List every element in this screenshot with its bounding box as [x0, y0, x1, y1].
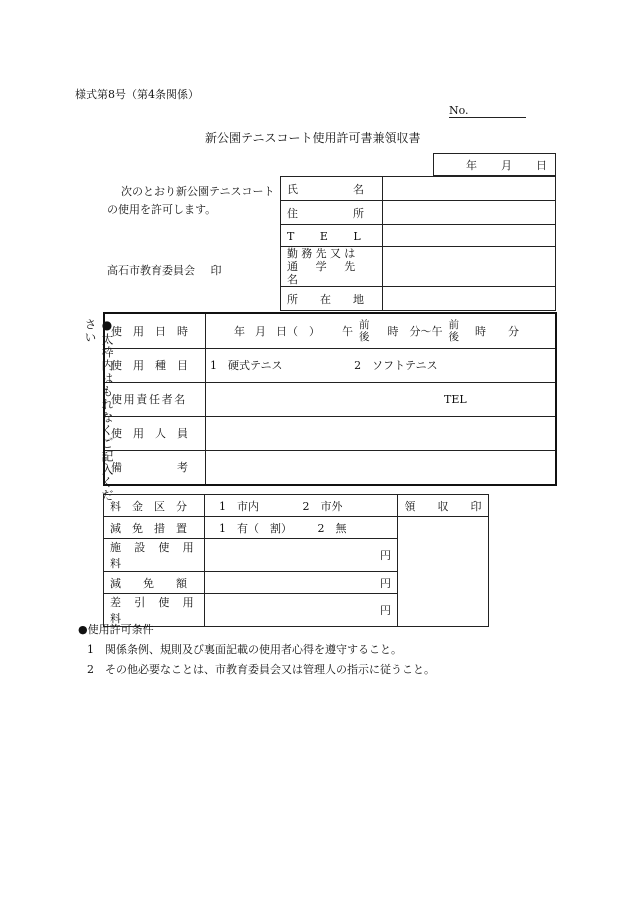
- date-field[interactable]: [434, 154, 556, 176]
- fee-table: [103, 494, 489, 627]
- number-field[interactable]: [449, 104, 526, 118]
- address-field[interactable]: [383, 201, 556, 225]
- responsible-field[interactable]: [206, 382, 557, 416]
- usage-time-to: 時 分: [475, 324, 519, 338]
- ampm-choice-2[interactable]: [449, 319, 460, 343]
- table-row: [104, 382, 556, 416]
- receipt-seal-area[interactable]: [398, 517, 489, 627]
- yen-unit: 円: [380, 604, 391, 617]
- fee-class-field[interactable]: [205, 495, 398, 517]
- facility-fee-label: 施 設 使 用 料: [104, 539, 205, 572]
- net-fee-field[interactable]: [205, 594, 398, 627]
- remarks-label: 備 考: [104, 450, 206, 485]
- yen-unit: 円: [380, 576, 391, 590]
- table-row: [281, 177, 556, 201]
- table-row: [281, 287, 556, 311]
- zen-label-2: 前: [448, 318, 459, 331]
- workplace-field[interactable]: [383, 247, 556, 287]
- in-city-option[interactable]: 1 市内: [219, 499, 259, 513]
- persons-label: 使 用 人 員: [104, 416, 206, 450]
- table-row: [281, 247, 556, 287]
- out-city-option[interactable]: 2 市外: [302, 499, 343, 513]
- reduction-field[interactable]: [205, 572, 398, 594]
- ampm-choice-1[interactable]: [359, 319, 370, 343]
- persons-field[interactable]: [206, 416, 557, 450]
- workplace-label: [281, 247, 383, 287]
- reduction-label: 減 免 額: [104, 572, 205, 594]
- issuer-line: [107, 262, 222, 278]
- year-label: 年: [466, 158, 477, 172]
- page-title: 新公園テニスコート使用許可書兼領収書: [205, 131, 421, 145]
- table-row: [104, 416, 556, 450]
- exemption-field[interactable]: [205, 517, 398, 539]
- table-row: [104, 348, 556, 382]
- hard-tennis-option[interactable]: 1 硬式テニス: [210, 359, 283, 372]
- usage-day: 日（ ）: [276, 324, 320, 338]
- table-row: [281, 201, 556, 225]
- condition-item: 2 その他必要なことは、市教育委員会又は管理人の指示に従うこと。: [87, 663, 435, 676]
- issuer-name: 高石市教育委員会: [107, 264, 195, 277]
- go-label: 後: [359, 330, 370, 343]
- seal-mark: 印: [210, 264, 222, 277]
- usage-type-label: 使 用 種 目: [104, 348, 206, 382]
- yen-unit: 円: [380, 549, 391, 562]
- condition-item: 1 関係条例、規則及び裏面記載の使用者心得を遵守すること。: [87, 643, 402, 656]
- form-number: 様式第8号（第4条関係）: [75, 88, 199, 101]
- zen-label: 前: [359, 318, 370, 331]
- number-label: No.: [449, 104, 469, 117]
- tel-field[interactable]: [383, 225, 556, 247]
- usage-ampm-1: 午: [342, 324, 353, 338]
- month-label: 月: [501, 158, 512, 172]
- table-row: [104, 495, 489, 517]
- table-row: [104, 450, 556, 485]
- table-row: [104, 313, 556, 348]
- usage-month: 月: [255, 324, 266, 338]
- conditions-heading: ●使用許可条件: [78, 623, 154, 636]
- exempt-no-option[interactable]: 2 無: [317, 521, 347, 535]
- name-field[interactable]: [383, 177, 556, 201]
- receipt-seal-label: 領 収 印: [398, 495, 489, 517]
- date-box: [433, 153, 556, 176]
- side-note: ●太枠内はもれなくご記入ください: [83, 318, 114, 502]
- table-row: [281, 225, 556, 247]
- go-label-2: 後: [448, 330, 459, 343]
- permit-text: 次のとおり新公園テニスコートの使用を許可します。: [107, 185, 275, 216]
- name-label: 氏 名: [281, 177, 383, 201]
- usage-time-from: 時 分〜午: [387, 324, 443, 338]
- workplace-label-line2: 通 学 先 名: [287, 260, 373, 286]
- responsible-label: 使用責任者名: [104, 382, 206, 416]
- day-label: 日: [536, 158, 547, 172]
- address-label: 住 所: [281, 201, 383, 225]
- tel-label: T E L: [281, 225, 383, 247]
- facility-fee-field[interactable]: [205, 539, 398, 572]
- workplace-label-line1: 勤務先又は: [287, 247, 359, 260]
- usage-date-label: 使 用 日 時: [104, 313, 206, 348]
- applicant-table: [280, 176, 556, 311]
- exempt-yes-option[interactable]: 1 有（ 割）: [219, 521, 292, 535]
- usage-date-field[interactable]: [206, 313, 557, 348]
- net-fee-label: 差 引 使 用 料: [104, 594, 205, 627]
- responsible-tel-label: TEL: [444, 392, 467, 406]
- remarks-field[interactable]: [206, 450, 557, 485]
- location-label: 所 在 地: [281, 287, 383, 311]
- fee-class-label: 料 金 区 分: [104, 495, 205, 517]
- soft-tennis-option[interactable]: 2 ソフトテニス: [354, 359, 438, 372]
- usage-table: [103, 312, 557, 486]
- table-row: [104, 517, 489, 539]
- usage-year: 年: [234, 324, 245, 338]
- exemption-label: 減 免 措 置: [104, 517, 205, 539]
- location-field[interactable]: [383, 287, 556, 311]
- usage-type-field[interactable]: [206, 348, 557, 382]
